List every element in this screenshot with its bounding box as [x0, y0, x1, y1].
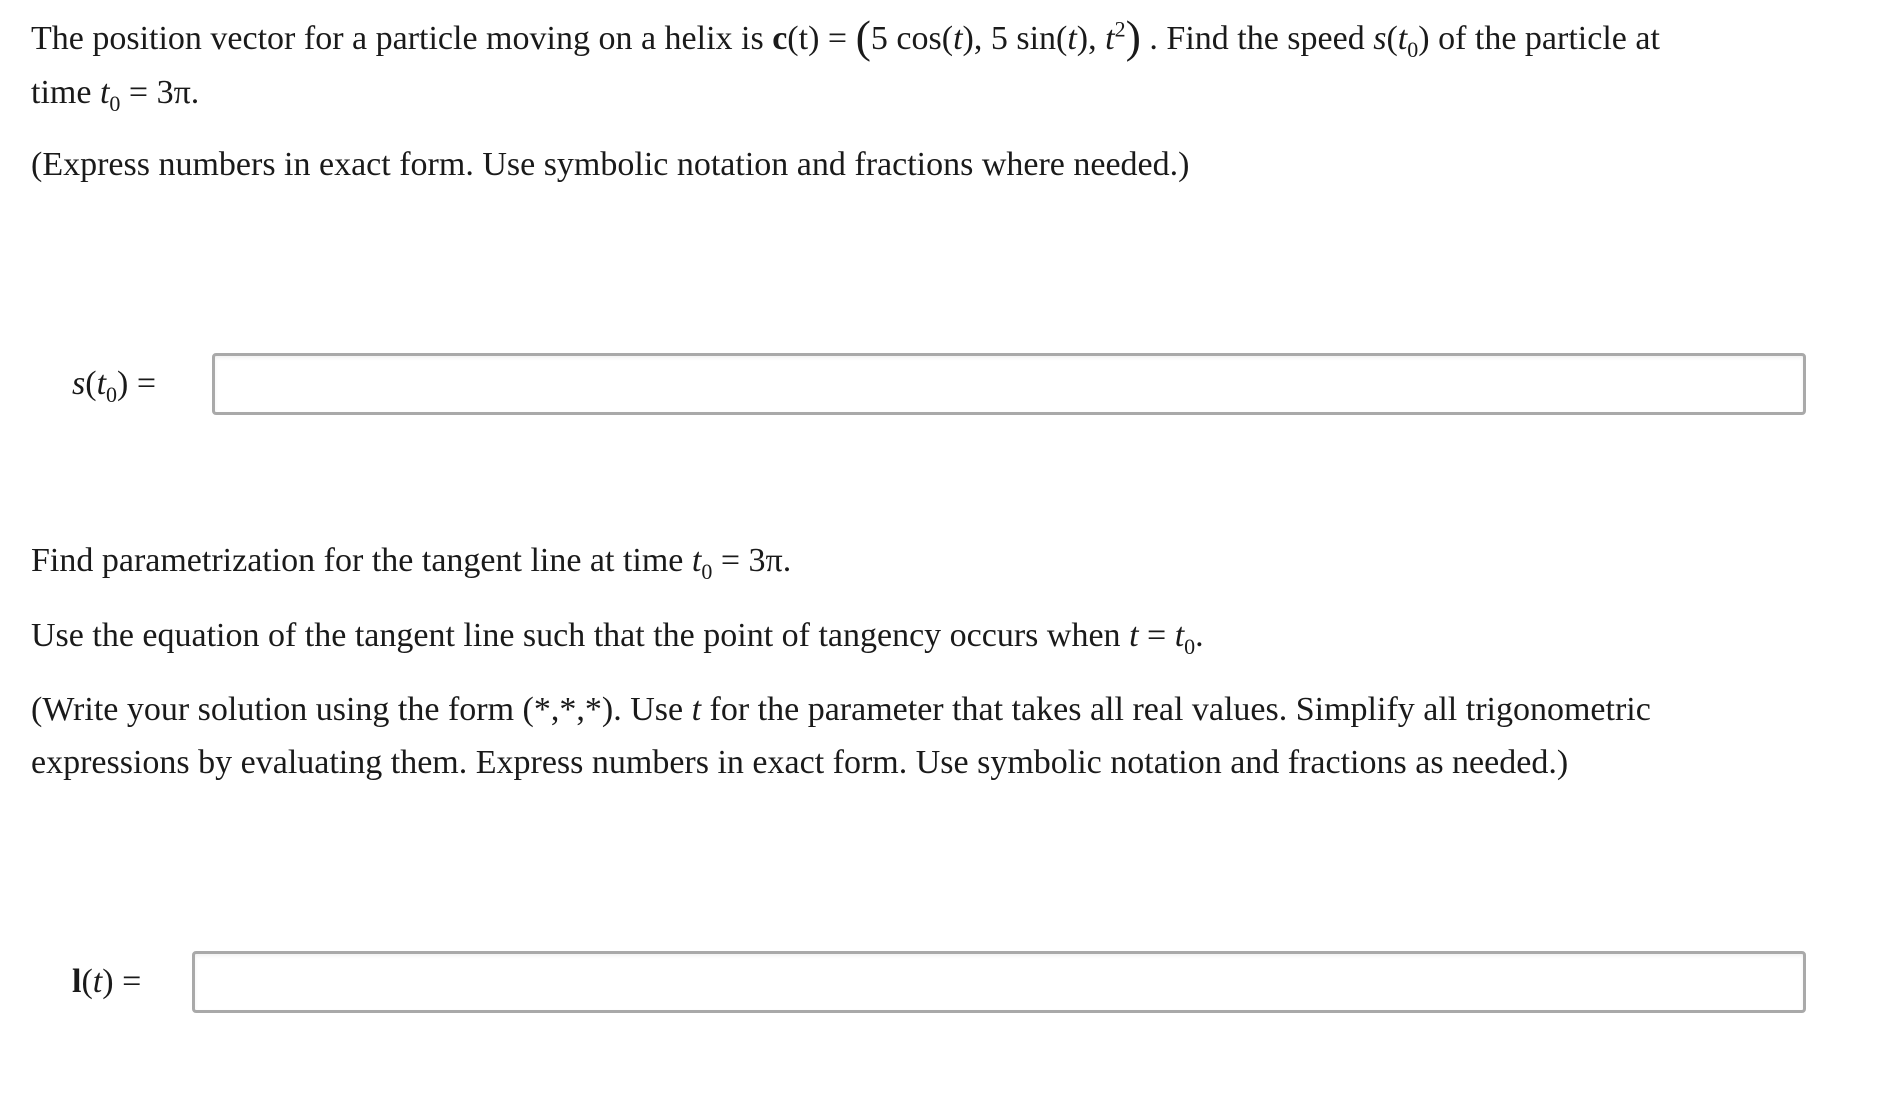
speed-answer-label: $s(t_0)$ = [72, 365, 157, 407]
tangent-question-text: Find parametrization for the tangent line at time $t_0 = 3\pi$. [31, 542, 792, 584]
tangent-line-answer-input[interactable] [192, 951, 1806, 1013]
speed-answer-input[interactable] [212, 353, 1806, 415]
instruction-note-2-line-1: (Write your solution using the form (*,*,*). Use t for the parameter that takes all real values. Simplify all trigonometric [31, 691, 1651, 728]
question-text-line-2: time $t_0 = 3\pi$. [31, 74, 200, 116]
question-text-line-1: The position vector for a particle moving on a helix is c(t) = (5 cos(t), 5 sin(t), $t^2$) . Find the speed $s(t_0)$ of the particle at [31, 11, 1660, 62]
tangent-line-answer-label: l(t) = [72, 963, 142, 1000]
tangency-instruction-text: Use the equation of the tangent line such that the point of tangency occurs when $t = t_0$. [31, 617, 1204, 659]
instruction-note-1: (Express numbers in exact form. Use symbolic notation and fractions where needed.) [31, 146, 1190, 183]
instruction-note-2-line-2: expressions by evaluating them. Express numbers in exact form. Use symbolic notation and fractions as needed.) [31, 744, 1569, 781]
